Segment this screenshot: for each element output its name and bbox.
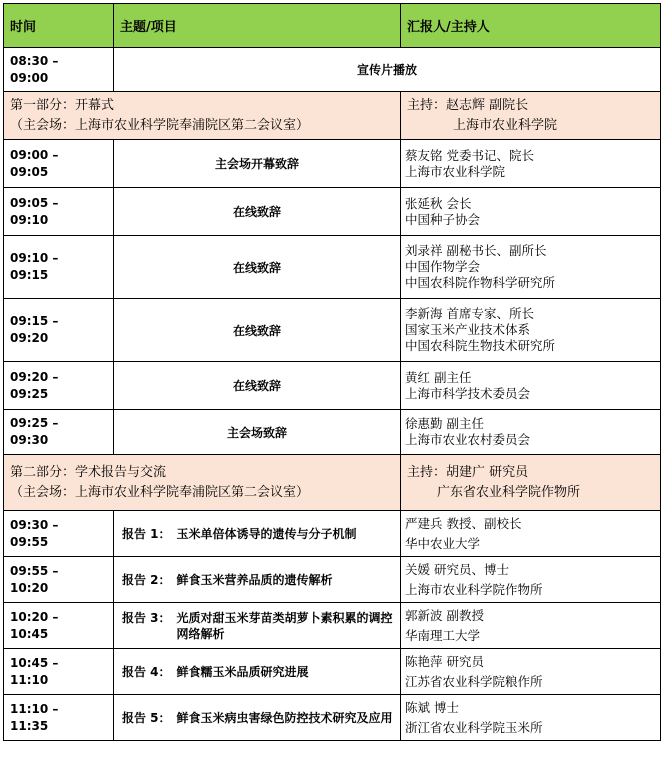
host-cell bbox=[401, 649, 661, 695]
time-cell bbox=[4, 603, 114, 649]
time-start: 08:30 – bbox=[10, 53, 59, 68]
time-end: 09:15 bbox=[10, 268, 49, 282]
host-org: 中国农科院作物科学研究所 bbox=[405, 275, 556, 290]
time-end: 10:20 bbox=[10, 580, 49, 595]
time-end: 09:00 bbox=[10, 70, 49, 85]
agenda-table bbox=[3, 3, 661, 741]
report-number: 报告 1： bbox=[122, 526, 171, 541]
time-start: 11:10 – bbox=[10, 701, 59, 716]
time-start: 09:10 – bbox=[10, 251, 59, 265]
host-cell bbox=[401, 188, 661, 236]
topic-cell: 主会场致辞 bbox=[114, 410, 401, 455]
host-name: 张延秋 会长 bbox=[405, 195, 472, 211]
topic-cell: 在线致辞 bbox=[114, 299, 401, 362]
host-org: 中国种子协会 bbox=[405, 211, 481, 227]
report-topic bbox=[114, 695, 401, 741]
time-cell bbox=[4, 362, 114, 410]
report-row bbox=[4, 557, 661, 603]
report-title: 玉米单倍体诱导的遗传与分子机制 bbox=[176, 526, 357, 541]
host-org: 华南理工大学 bbox=[405, 627, 481, 643]
time-start: 09:55 – bbox=[10, 563, 59, 578]
host-cell bbox=[401, 299, 661, 362]
opening-row bbox=[4, 188, 661, 236]
report-topic bbox=[114, 511, 401, 557]
time-end: 10:45 bbox=[10, 626, 49, 641]
time-end: 09:20 bbox=[10, 331, 49, 345]
host-org: 华中农业大学 bbox=[405, 535, 481, 551]
opening-row bbox=[4, 299, 661, 362]
host-cell bbox=[401, 410, 661, 455]
time-end: 11:35 bbox=[10, 718, 49, 733]
section1-title: 第一部分：开幕式 bbox=[10, 97, 115, 113]
header-topic: 主题/项目 bbox=[114, 4, 401, 48]
host-name: 关媛 研究员、博士 bbox=[405, 561, 509, 577]
time-cell bbox=[4, 236, 114, 299]
report-title: 光质对甜玉米芽苗类胡萝卜素积累的调控网络解析 bbox=[176, 610, 393, 641]
opening-row bbox=[4, 236, 661, 299]
time-cell bbox=[4, 649, 114, 695]
host-name: 李新海 首席专家、所长 bbox=[405, 306, 534, 321]
section2-title: 第二部分：学术报告与交流 bbox=[10, 464, 167, 480]
time-end: 09:55 bbox=[10, 534, 49, 549]
time-start: 09:25 – bbox=[10, 416, 59, 430]
report-title: 鲜食玉米营养品质的遗传解析 bbox=[176, 572, 333, 587]
section2-host bbox=[401, 455, 661, 511]
time-start: 09:15 – bbox=[10, 314, 59, 328]
report-title: 鲜食糯玉米品质研究进展 bbox=[176, 664, 309, 679]
report-topic bbox=[114, 649, 401, 695]
opening-row bbox=[4, 410, 661, 455]
time-cell bbox=[4, 299, 114, 362]
promo-row bbox=[4, 48, 661, 92]
section1-host-org: 上海市农业科学院 bbox=[453, 117, 558, 133]
opening-row bbox=[4, 362, 661, 410]
time-end: 09:25 bbox=[10, 386, 49, 401]
report-row bbox=[4, 603, 661, 649]
time-cell bbox=[4, 140, 114, 188]
host-name: 陈斌 博士 bbox=[405, 699, 459, 715]
section1-info bbox=[4, 92, 401, 140]
time-cell bbox=[4, 188, 114, 236]
host-name: 徐惠勤 副主任 bbox=[405, 416, 484, 431]
section1-row bbox=[4, 92, 661, 140]
topic-cell: 在线致辞 bbox=[114, 188, 401, 236]
report-title: 鲜食玉米病虫害绿色防控技术研究及应用 bbox=[176, 710, 393, 725]
host-cell bbox=[401, 236, 661, 299]
time-start: 09:05 – bbox=[10, 195, 59, 210]
topic-cell: 主会场开幕致辞 bbox=[114, 140, 401, 188]
host-org: 中国农科院生物技术研究所 bbox=[405, 338, 556, 353]
host-name: 郭新波 副教授 bbox=[405, 607, 484, 623]
host-name: 蔡友铭 党委书记、院长 bbox=[405, 147, 534, 163]
section2-row bbox=[4, 455, 661, 511]
report-number: 报告 5： bbox=[122, 710, 171, 725]
section2-host-org: 广东省农业科学院作物所 bbox=[437, 484, 581, 500]
section2-host-name: 主持：胡建广 研究员 bbox=[407, 464, 529, 480]
section1-venue: （主会场：上海市农业科学院奉浦院区第二会议室） bbox=[10, 117, 310, 133]
report-number: 报告 4： bbox=[122, 664, 171, 679]
report-topic bbox=[114, 603, 401, 649]
host-org: 江苏省农业科学院粮作所 bbox=[405, 673, 543, 689]
time-start: 09:00 – bbox=[10, 147, 59, 162]
host-name: 严建兵 教授、副校长 bbox=[405, 515, 522, 531]
host-name: 黄红 副主任 bbox=[405, 369, 472, 385]
time-cell bbox=[4, 695, 114, 741]
section1-host-name: 主持：赵志辉 副院长 bbox=[407, 97, 529, 113]
host-org: 浙江省农业科学院玉米所 bbox=[405, 719, 543, 735]
report-number: 报告 3： bbox=[122, 610, 171, 625]
report-row bbox=[4, 511, 661, 557]
host-org: 上海市农业科学院作物所 bbox=[405, 581, 543, 597]
time-cell bbox=[4, 557, 114, 603]
host-name: 陈艳萍 研究员 bbox=[405, 653, 484, 669]
time-start: 10:20 – bbox=[10, 609, 59, 624]
report-row bbox=[4, 649, 661, 695]
time-end: 11:10 bbox=[10, 672, 49, 687]
section2-venue: （主会场：上海市农业科学院奉浦院区第二会议室） bbox=[10, 484, 310, 500]
time-start: 09:20 – bbox=[10, 369, 59, 384]
time-cell bbox=[4, 410, 114, 455]
host-org: 国家玉米产业技术体系 bbox=[405, 322, 531, 337]
report-topic bbox=[114, 557, 401, 603]
host-cell bbox=[401, 511, 661, 557]
time-start: 09:30 – bbox=[10, 517, 59, 532]
host-org: 上海市科学技术委员会 bbox=[405, 385, 531, 401]
time-start: 10:45 – bbox=[10, 655, 59, 670]
header-time: 时间 bbox=[4, 4, 114, 48]
host-org: 上海市农业农村委员会 bbox=[405, 432, 531, 447]
host-cell bbox=[401, 557, 661, 603]
host-name: 刘录祥 副秘书长、副所长 bbox=[405, 243, 547, 258]
host-cell bbox=[401, 362, 661, 410]
topic-cell: 在线致辞 bbox=[114, 362, 401, 410]
report-number: 报告 2： bbox=[122, 572, 171, 587]
opening-row bbox=[4, 140, 661, 188]
topic-cell: 在线致辞 bbox=[114, 236, 401, 299]
host-cell bbox=[401, 603, 661, 649]
time-cell bbox=[4, 48, 114, 92]
promo-topic: 宣传片播放 bbox=[114, 48, 661, 92]
host-org: 中国作物学会 bbox=[405, 259, 481, 274]
time-end: 09:10 bbox=[10, 212, 49, 227]
host-cell bbox=[401, 140, 661, 188]
report-row bbox=[4, 695, 661, 741]
host-org: 上海市农业科学院 bbox=[405, 163, 506, 179]
header-host: 汇报人/主持人 bbox=[401, 4, 661, 48]
section2-info bbox=[4, 455, 401, 511]
time-end: 09:30 bbox=[10, 433, 49, 447]
header-row bbox=[4, 4, 661, 48]
section1-host bbox=[401, 92, 661, 140]
time-end: 09:05 bbox=[10, 164, 49, 179]
host-cell bbox=[401, 695, 661, 741]
time-cell bbox=[4, 511, 114, 557]
